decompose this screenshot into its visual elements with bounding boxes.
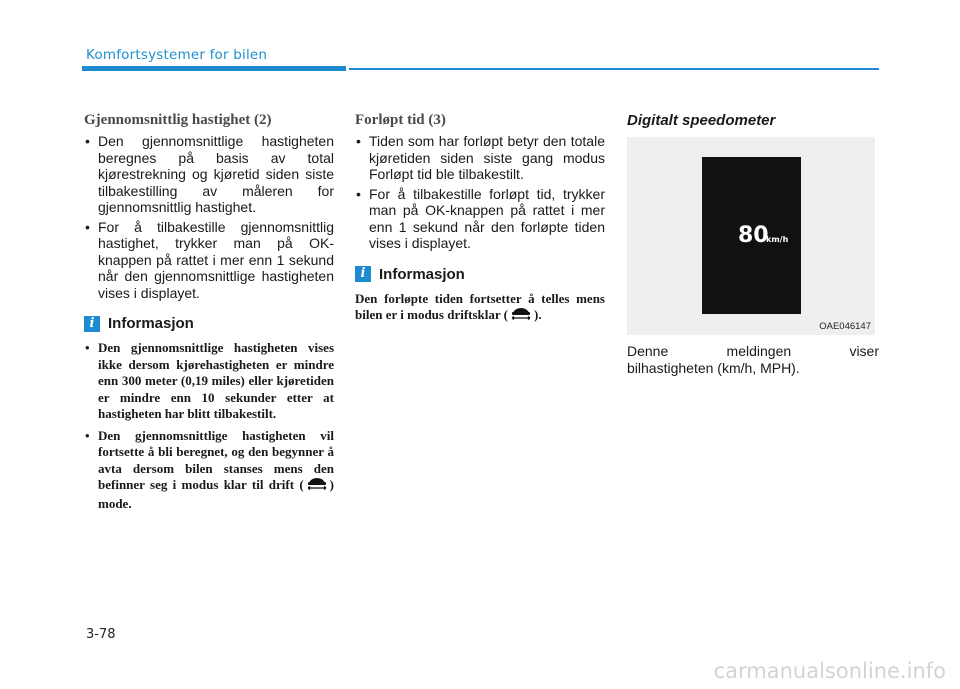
heading-digital-speedometer: Digitalt speedometer: [627, 112, 776, 129]
average-speed-list: [84, 133, 334, 301]
speedometer-figure: [627, 137, 875, 335]
header-bar-accent: [82, 66, 346, 71]
car-ready-icon: [306, 477, 328, 496]
column-digital-speedometer: [627, 112, 879, 376]
watermark: carmanualsonline.info: [713, 659, 946, 683]
elapsed-time-list: [355, 133, 605, 252]
info-text-pre: Den forløpte tiden fortsetter å telles mens bilen er i modus driftsklar (: [355, 290, 605, 323]
section-title: Komfortsystemer for bilen: [86, 47, 268, 63]
info-text-post: ) mode.: [98, 477, 334, 511]
info-title: Informasjon: [379, 265, 465, 283]
page-number: 3-78: [86, 627, 116, 642]
description-word: viser: [849, 343, 879, 359]
list-item: • Den gjennomsnittlige hastigheten vises ikke dersom kjørehastigheten er mindre enn 300 meter (0,19 miles) eller kjøretiden er mindre enn 10 sekunder etter at hastigheten har blitt tilbakestilt.: [84, 340, 334, 423]
header-rule: [349, 68, 879, 70]
description-word: Denne: [627, 343, 669, 359]
speed-value: 80: [738, 223, 769, 248]
info-text: Den gjennomsnittlige hastigheten vil fortsette å bli beregnet, og den begynner å avta dersom bilen stanses mens den befinner seg i modus klar til: [98, 427, 334, 493]
column-elapsed-time: [355, 112, 605, 326]
info-icon: i: [84, 316, 100, 332]
speedometer-description: [627, 343, 879, 376]
list-item: • Den gjennomsnittlige hastigheten beregnes på basis av total kjørestrekning og kjøretid siden siste tilbakestilling av måleren for gjennomsnittlig hastighet.: [84, 133, 334, 216]
description-line-2: bilhastigheten (km/h, MPH).: [627, 359, 800, 376]
description-word: meldingen: [726, 343, 792, 359]
info-header: [355, 266, 605, 283]
info-header: [84, 315, 334, 332]
info-title: Informasjon: [108, 315, 194, 332]
info-icon: i: [355, 266, 371, 282]
heading-average-speed: Gjennomsnittlig hastighet (2): [84, 112, 272, 128]
cluster-display: [702, 157, 801, 314]
list-item: [84, 428, 334, 513]
speed-unit: km/h: [766, 235, 789, 244]
info-paragraph: [355, 291, 605, 326]
car-ready-icon: [510, 307, 532, 326]
description-line-1: [627, 343, 879, 360]
heading-elapsed-time: Forløpt tid (3): [355, 112, 446, 128]
info-text-post: ).: [534, 307, 542, 323]
list-item: • For å tilbakestille forløpt tid, trykker man på OK-knappen på rattet i mer enn 1 sekund når den forløpte tiden vises i displayet.: [355, 186, 605, 252]
column-average-speed: [84, 112, 334, 517]
info-text-pre: drift (: [268, 477, 304, 493]
list-item: • For å tilbakestille gjennomsnittlig hastighet, trykker man på OK-knappen på rattet i mer enn 1 sekund når den gjennomsnittlige hastigheten vises i displayet.: [84, 219, 334, 302]
info-list: [84, 340, 334, 512]
figure-code: OAE046147: [819, 321, 871, 332]
list-item: • Tiden som har forløpt betyr den totale kjøretiden siden siste gang modus Forløpt tid ble tilbakestilt.: [355, 133, 605, 183]
